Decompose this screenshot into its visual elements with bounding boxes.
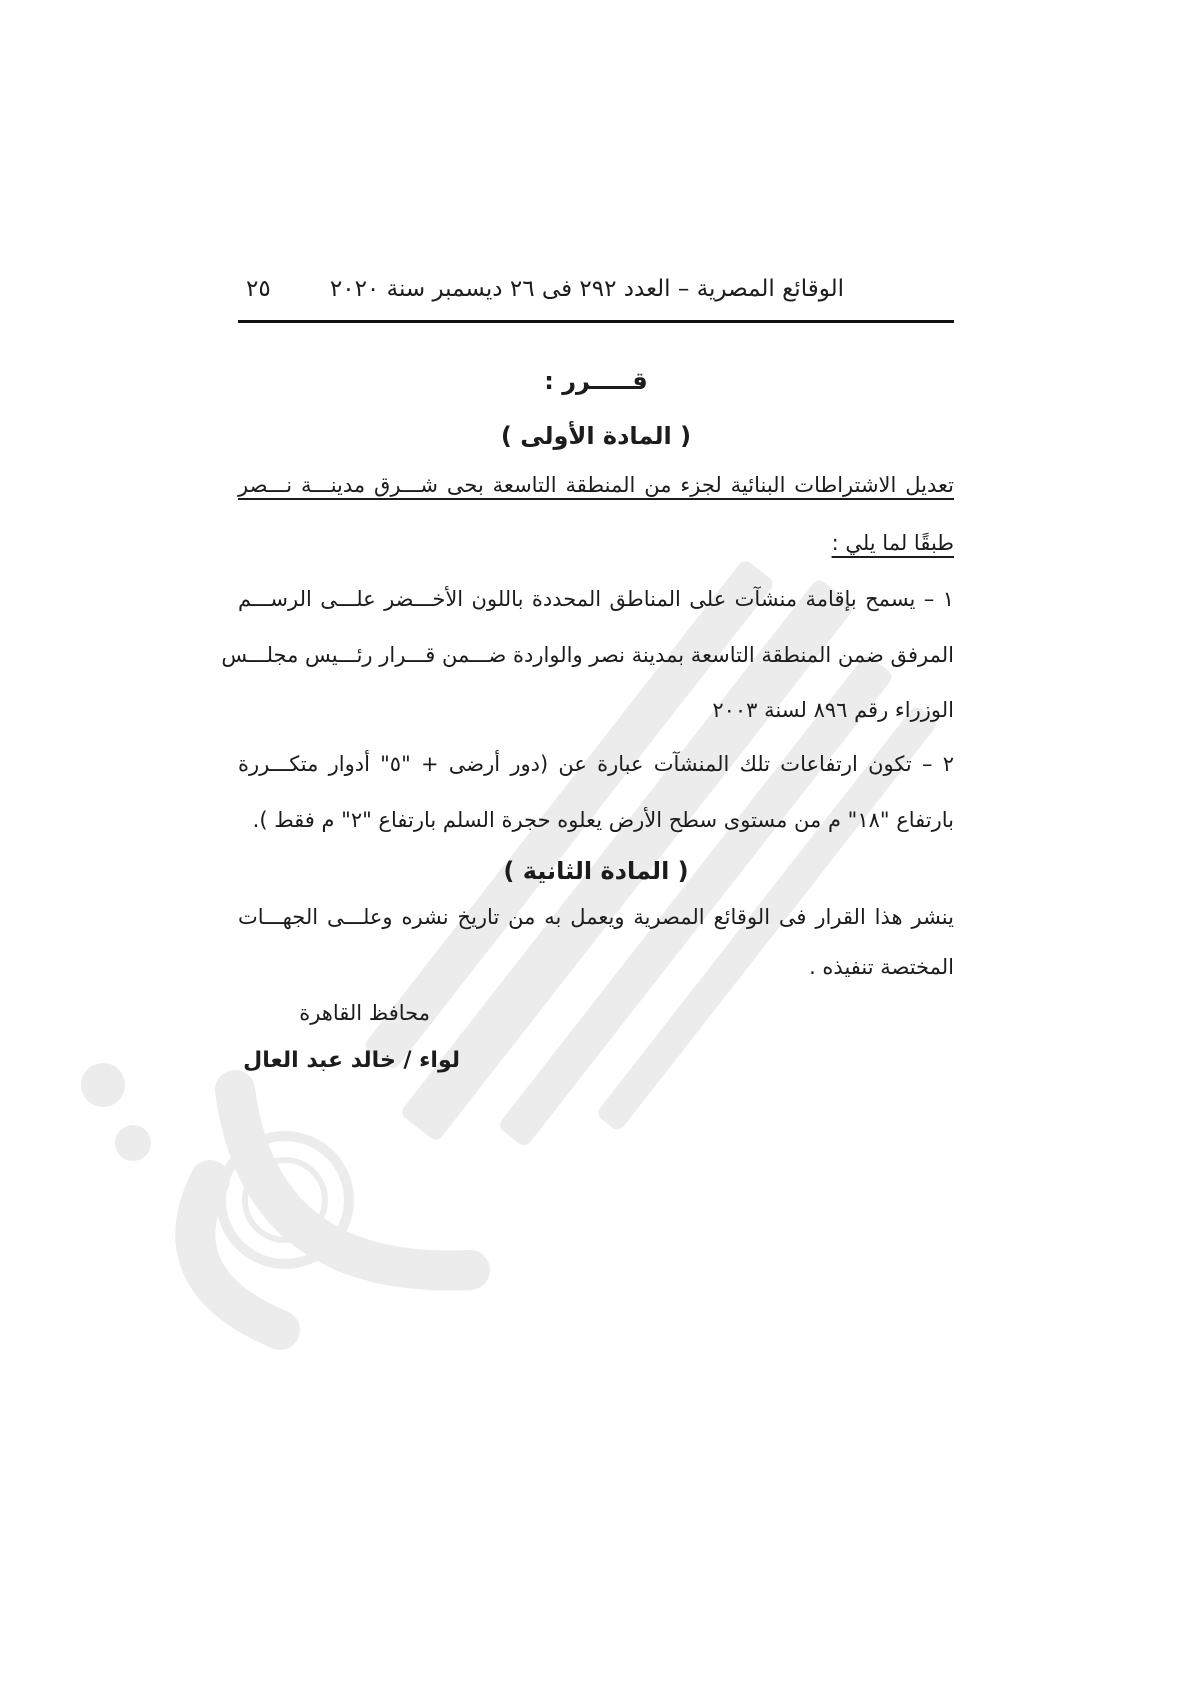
article-2-title: ( المادة الثانية ) [503, 857, 689, 885]
page-header [238, 270, 954, 326]
article-1-item-1-line-1: ١ – يسمح بإقامة منشآت على المناطق المحددة باللون الأخـــضر علـــى الرســـم [238, 587, 954, 611]
article-2-line-2: المختصة تنفيذه . [809, 955, 954, 979]
article-1-intro-line-1: تعديل الاشتراطات البنائية لجزء من المنطقة التاسعة بحى شـــرق مدينـــة نـــصر [238, 473, 954, 497]
article-1-intro-line-2: طبقًا لما يلي : [831, 531, 954, 555]
article-2-line-1: ينشر هذا القرار فى الوقائع المصرية ويعمل به من تاريخ نشره وعلـــى الجهـــات [238, 905, 954, 929]
signature-role: محافظ القاهرة [299, 1001, 430, 1025]
article-1-title: ( المادة الأولى ) [500, 422, 692, 450]
header-divider [238, 320, 954, 323]
article-1-item-1-line-2: المرفق ضمن المنطقة التاسعة بمدينة نصر والواردة ضـــمن قـــرار رئـــيس مجلـــس [221, 643, 954, 667]
article-1-item-1-line-3: الوزراء رقم ٨٩٦ لسنة ٢٠٠٣ [712, 698, 954, 722]
decision-label: قـــــرر : [544, 367, 648, 395]
page-number: ٢٥ [246, 276, 271, 302]
signature-name: لواء / خالد عبد العال [243, 1048, 460, 1073]
header-title: الوقائع المصرية – العدد ٢٩٢ فى ٢٦ ديسمبر سنة ٢٠٢٠ [329, 276, 844, 302]
article-1-item-2-line-1: ٢ – تكون ارتفاعات تلك المنشآت عبارة عن (دور أرضى + "٥" أدوار متكـــررة [238, 752, 955, 776]
article-1-item-2-line-2: بارتفاع "١٨" م من مستوى سطح الأرض يعلوه حجرة السلم بارتفاع "٢" م فقط ). [252, 808, 954, 832]
